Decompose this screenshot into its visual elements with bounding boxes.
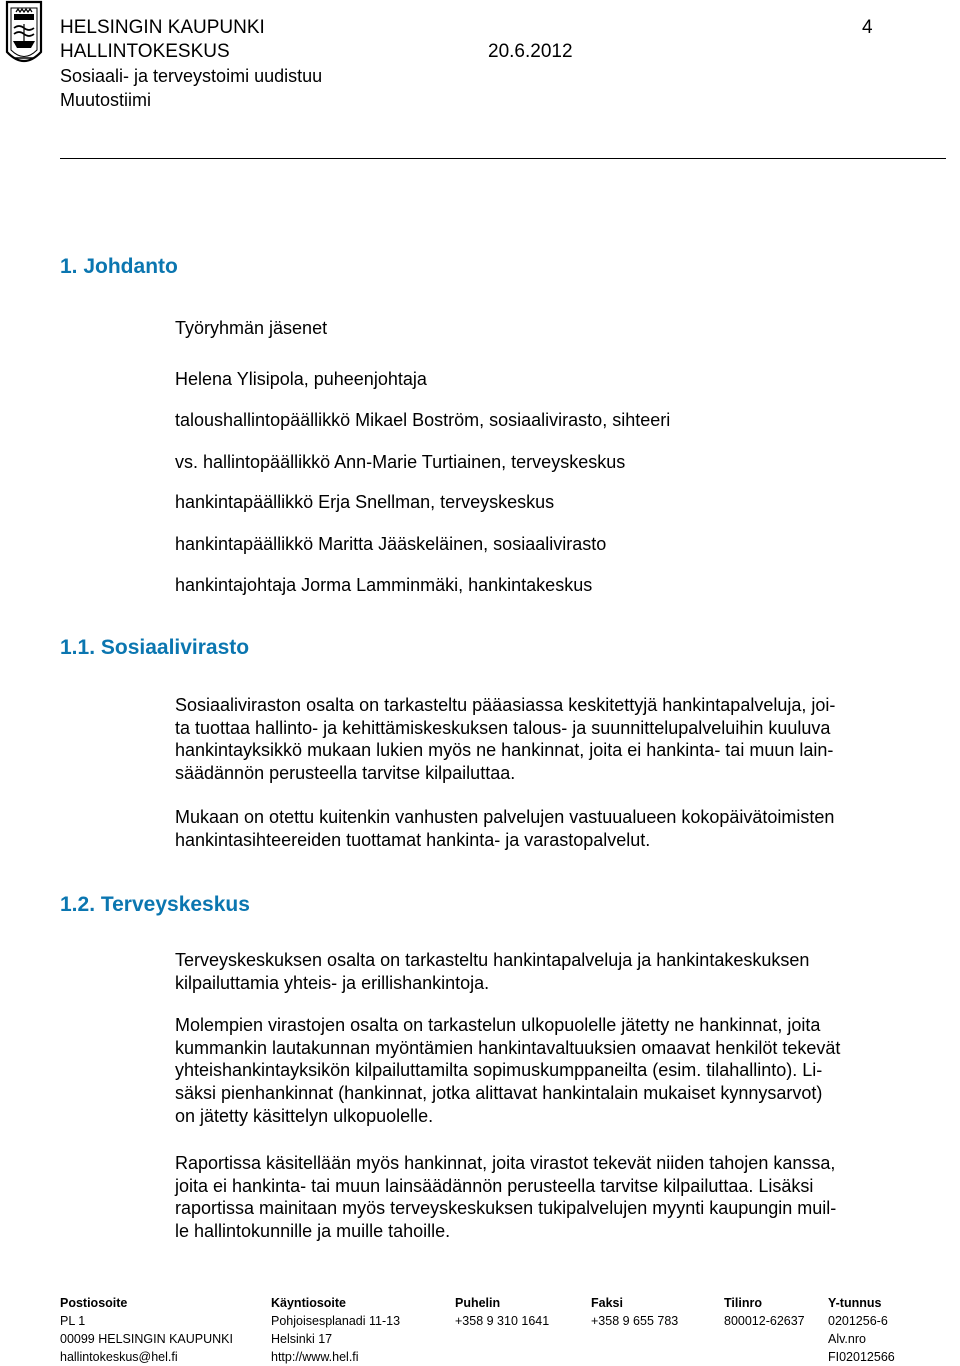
paragraph-line: säädännön perusteella tarvitse kilpailuttaa.: [175, 763, 516, 784]
paragraph-line: yhteishankintayksikön kilpailuttamilta sopimuskumppaneilta (esim. tilahallinto). Li-: [175, 1060, 823, 1081]
footer-value: 0201256-6: [828, 1314, 888, 1328]
header-topic: Sosiaali- ja terveystoimi uudistuu: [60, 66, 323, 86]
paragraph-line: Raportissa käsitellään myös hankinnat, joita virastot tekevät niiden tahojen kanssa,: [175, 1153, 836, 1173]
footer-label: Y-tunnus: [828, 1296, 882, 1310]
footer-postal-address: [60, 1294, 233, 1366]
paragraph-line: Terveyskeskuksen osalta on tarkasteltu hankintapalveluja ja hankintakeskuksen: [175, 950, 810, 970]
footer-label: Käyntiosoite: [271, 1296, 347, 1310]
header-unit: HALLINTOKESKUS: [60, 41, 230, 62]
footer-business-id: [828, 1294, 895, 1366]
footer-value: 800012-62637: [724, 1314, 805, 1328]
paragraph-line: joita ei hankinta- tai muun lainsäädännön perusteella tarvitse kilpailuttaa. Lisäksi: [175, 1175, 814, 1196]
paragraph-line: raportissa mainitaan myös terveyskeskuksen tukipalvelujen myynti kaupungin muil-: [175, 1198, 837, 1219]
footer-label: Puhelin: [455, 1296, 501, 1310]
member-line: hankintapäällikkö Erja Snellman, terveyskeskus: [175, 492, 555, 512]
header-org: HELSINGIN KAUPUNKI: [60, 17, 265, 38]
paragraph-line: hankintasihteereiden tuottamat hankinta- ja varastopalvelut.: [175, 829, 651, 850]
paragraph: [175, 806, 945, 851]
paragraph-line: Molempien virastojen osalta on tarkastelun ulkopuolelle jätetty ne hankinnat, joita: [175, 1015, 821, 1035]
footer-value: Alv.nro: [828, 1332, 866, 1346]
footer-phone: [455, 1294, 549, 1330]
section-heading-sosiaalivirasto: 1.1. Sosiaalivirasto: [60, 636, 250, 659]
footer-value: +358 9 310 1641: [455, 1314, 550, 1328]
footer-value: Pohjoisesplanadi 11-13: [271, 1314, 401, 1328]
paragraph: [175, 1152, 945, 1243]
paragraph: [175, 694, 945, 785]
paragraph-line: kilpailuttamia yhteis- ja erillishankintoja.: [175, 972, 490, 993]
member-line: Helena Ylisipola, puheenjohtaja: [175, 369, 427, 389]
footer-visiting-address: [271, 1294, 400, 1366]
member-line: hankintajohtaja Jorma Lamminmäki, hankintakeskus: [175, 575, 593, 595]
section-heading-terveyskeskus: 1.2. Terveyskeskus: [60, 893, 250, 916]
header-divider: [60, 158, 946, 159]
footer-label: Faksi: [591, 1296, 623, 1310]
section-heading-johdanto: 1. Johdanto: [60, 255, 178, 278]
footer-account: [724, 1294, 805, 1330]
footer-label: Tilinro: [724, 1296, 762, 1310]
footer-email[interactable]: hallintokeskus@hel.fi: [60, 1350, 178, 1364]
footer-website-link[interactable]: http://www.hel.fi: [271, 1350, 359, 1364]
paragraph-line: kummankin lautakunnan myöntämien hankintavaltuuksien omaavat henkilöt tekevät: [175, 1037, 841, 1058]
header-subtopic: Muutostiimi: [60, 90, 152, 110]
paragraph-line: on jätetty käsittelyn ulkopuolelle.: [175, 1105, 434, 1126]
paragraph-line: le hallintokunnille ja muille tahoille.: [175, 1221, 451, 1242]
member-line: hankintapäällikkö Maritta Jääskeläinen, sosiaalivirasto: [175, 534, 607, 554]
member-line: vs. hallintopäällikkö Ann-Marie Turtiainen, terveyskeskus: [175, 452, 626, 472]
paragraph-line: ta tuottaa hallinto- ja kehittämiskeskuksen talous- ja suunnittelupalveluihin kuuluva: [175, 717, 831, 738]
footer-value: Helsinki 17: [271, 1332, 333, 1346]
group-title: Työryhmän jäsenet: [175, 318, 328, 338]
footer-value: PL 1: [60, 1314, 86, 1328]
paragraph-line: Mukaan on otettu kuitenkin vanhusten palvelujen vastuualueen kokopäivätoimisten: [175, 807, 835, 827]
footer-value: FI02012566: [828, 1350, 895, 1364]
helsinki-coat-of-arms-icon: [2, 0, 46, 74]
footer-value: +358 9 655 783: [591, 1314, 679, 1328]
header-date: 20.6.2012: [488, 41, 573, 62]
member-line: taloushallintopäällikkö Mikael Boström, sosiaalivirasto, sihteeri: [175, 410, 671, 430]
footer-value: 00099 HELSINGIN KAUPUNKI: [60, 1332, 233, 1346]
paragraph-line: hankintayksikkö mukaan lukien myös ne hankinnat, joita ei hankinta- tai muun lain-: [175, 740, 834, 761]
paragraph: [175, 1014, 945, 1128]
paragraph-line: säksi pienhankinnat (hankinnat, jotka alittavat hankintalain mukaiset kynnysarvot): [175, 1083, 823, 1104]
paragraph-line: Sosiaaliviraston osalta on tarkasteltu pääasiassa keskitettyjä hankintapalveluja, joi-: [175, 695, 836, 715]
page-number: 4: [862, 17, 873, 38]
footer-fax: [591, 1294, 678, 1330]
footer-label: Postiosoite: [60, 1296, 128, 1310]
paragraph: [175, 949, 945, 994]
